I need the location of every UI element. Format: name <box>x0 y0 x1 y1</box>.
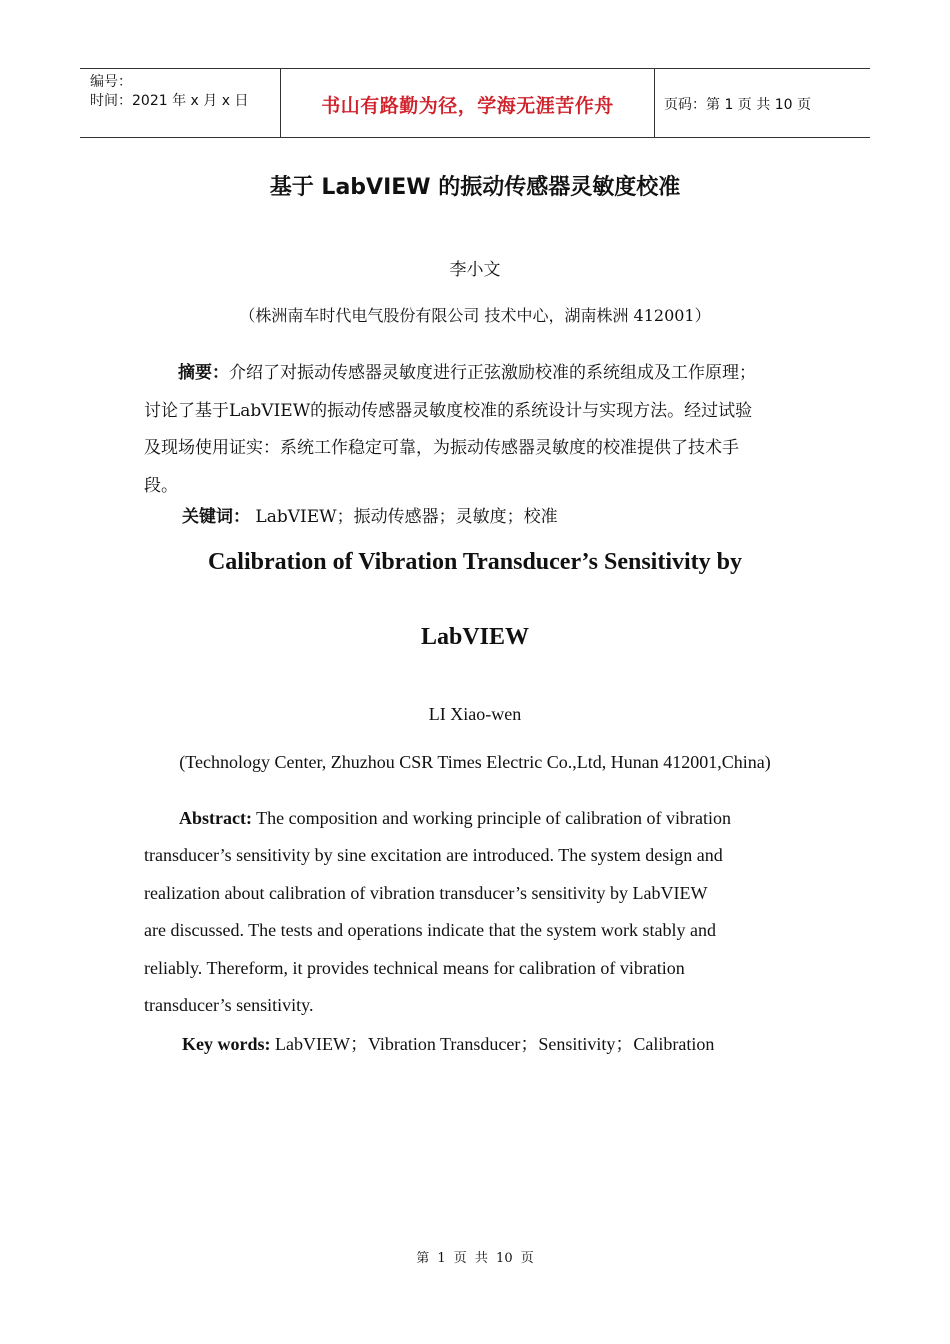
header-page-cell <box>655 69 870 137</box>
english-title-line-1: Calibration of Vibration Transducer’s Sensitivity by <box>207 549 743 575</box>
chinese-keywords-text: LabVIEW；振动传感器；灵敏度；校准 <box>250 507 558 527</box>
chinese-author: 李小文 <box>449 260 501 280</box>
chinese-affiliation: （株洲南车时代电气股份有限公司 技术中心，湖南株洲 412001） <box>239 306 711 325</box>
english-abstract-text: The composition and working principle of calibration of vibration <box>251 808 732 828</box>
english-abstract-line: transducer’s sensitivity by sine excitation are introduced. The system design and <box>144 845 723 866</box>
english-author: LI Xiao-wen <box>428 704 522 724</box>
english-abstract-line: reliably. Thereform, it provides technical means for calibration of vibration <box>144 957 685 978</box>
english-abstract-line: transducer’s sensitivity. <box>144 995 314 1016</box>
english-affiliation: (Technology Center, Zhuzhou CSR Times Electric Co.,Ltd, Hunan 412001,China) <box>179 752 771 772</box>
chinese-title: 基于 LabVIEW 的振动传感器灵敏度校准 <box>269 175 681 200</box>
english-keywords-label: Key words: <box>182 1034 271 1054</box>
header-motto: 书山有路勤为径，学海无涯苦作舟 <box>321 95 614 117</box>
document-number-label: 编号： <box>90 74 132 90</box>
chinese-keywords-label: 关键词： <box>182 507 250 527</box>
english-abstract-line: are discussed. The tests and operations indicate that the system work stably and <box>144 920 717 941</box>
english-abstract-label: Abstract: <box>179 808 252 828</box>
english-abstract <box>144 800 774 1024</box>
page-footer: 第 1 页 共 10 页 <box>416 1251 534 1266</box>
header-info-cell <box>80 69 281 137</box>
chinese-abstract-text: 介绍了对振动传感器灵敏度进行正弦激励校准的系统组成及工作原理；讨论了基于LabVIEW的振动传感器灵敏度校准的系统设计与实现方法。经过试验及现场使用证实：系统工作稳定可靠，为振动传感器灵敏度的校准提供了技术手段。 <box>144 363 756 496</box>
header-page-number: 页码：第 1 页 共 10 页 <box>664 97 811 113</box>
english-abstract-line <box>144 800 774 837</box>
english-keywords <box>182 1030 714 1056</box>
english-keywords-text: LabVIEW；Vibration Transducer；Sensitivity；Calibration <box>270 1034 715 1054</box>
chinese-abstract-label: 摘要： <box>178 363 229 383</box>
chinese-keywords <box>182 502 558 527</box>
header-motto-cell <box>281 69 655 137</box>
chinese-abstract <box>144 355 769 505</box>
english-title-line-2: LabVIEW <box>420 624 530 650</box>
document-time-label: 时间：2021 年 x 月 x 日 <box>90 93 249 109</box>
header-table <box>80 68 870 138</box>
english-abstract-line: realization about calibration of vibration transducer’s sensitivity by LabVIEW <box>144 882 708 903</box>
